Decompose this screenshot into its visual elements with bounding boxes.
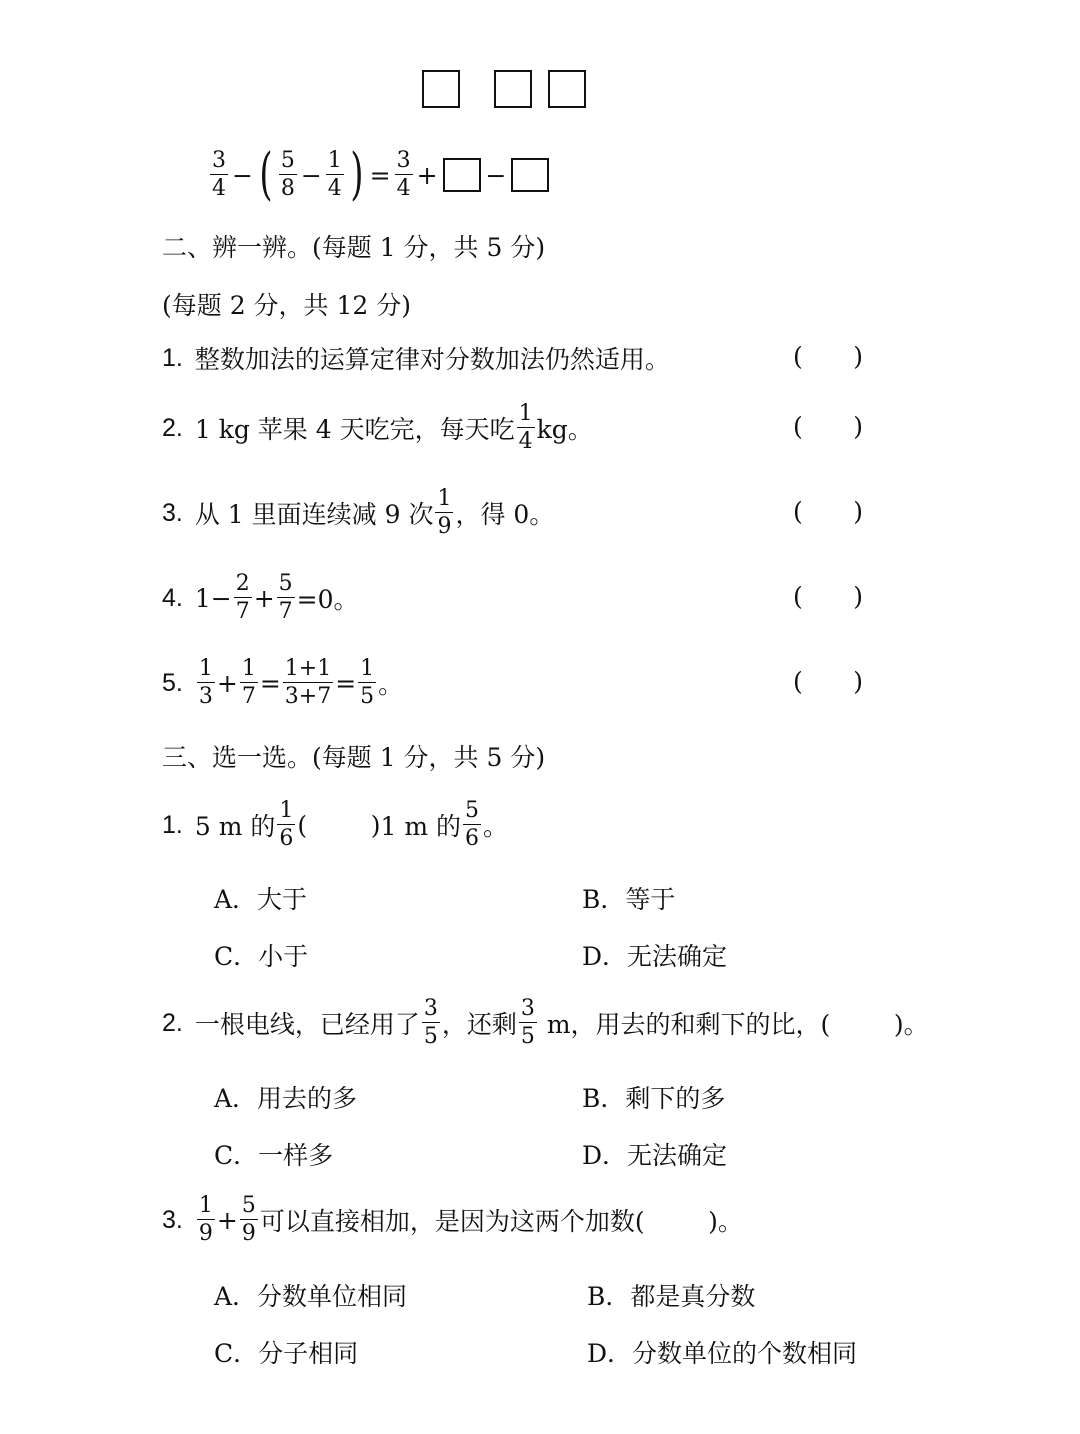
fraction: $\frac{1}{6}$ bbox=[279, 798, 294, 851]
fraction: $\frac{2}{7}$ bbox=[235, 571, 250, 624]
option-b[interactable]: B．剩下的多 bbox=[582, 1084, 726, 1113]
fraction: $\frac{3}{4}$ bbox=[212, 148, 226, 201]
open-paren: ( bbox=[259, 142, 273, 207]
judge-question-1: 1. 整数加法的运算定律对分数加法仍然适用。 bbox=[162, 343, 670, 374]
answer-paren[interactable]: ( ) bbox=[793, 582, 863, 611]
option-d[interactable]: D．分数单位的个数相同 bbox=[587, 1339, 858, 1368]
fraction: $\frac{5}{9}$ bbox=[241, 1193, 256, 1246]
fraction: $\frac{1}{3}$ bbox=[198, 656, 213, 709]
option-c[interactable]: C．小于 bbox=[214, 942, 309, 971]
fraction: $\frac{3}{4}$ bbox=[396, 148, 411, 201]
section-heading: 三、选一选。(每题 1 分，共 5 分) bbox=[162, 743, 546, 772]
option-a[interactable]: A．用去的多 bbox=[214, 1084, 358, 1113]
option-b[interactable]: B．等于 bbox=[582, 885, 676, 914]
answer-paren[interactable]: ( ) bbox=[793, 667, 863, 696]
fraction: $\frac{3}{5}$ bbox=[423, 996, 438, 1049]
option-d[interactable]: D．无法确定 bbox=[582, 942, 728, 971]
fraction: $\frac{5}{6}$ bbox=[464, 798, 479, 851]
fraction: $\frac{1}{5}$ bbox=[360, 656, 375, 709]
option-d[interactable]: D．无法确定 bbox=[582, 1141, 728, 1170]
judge-question-2: 2. 1 kg 苹果 4 天吃完，每天吃 $\frac{1}{4}$ kg。 bbox=[162, 401, 593, 454]
answer-blank[interactable]: ( ) bbox=[297, 810, 381, 840]
choice-question-3: 3. $\frac{1}{9}$ + $\frac{5}{9}$ 可以直接相加，是因为这两个加数( )。 bbox=[162, 1193, 743, 1246]
answer-paren[interactable]: ( ) bbox=[793, 342, 863, 371]
answer-box-5[interactable] bbox=[511, 158, 549, 192]
answer-box-3[interactable] bbox=[548, 70, 586, 108]
answer-paren[interactable]: ( ) bbox=[793, 497, 863, 526]
top-expression: $\frac{3}{4}$ − ( $\frac{5}{8}$ − $\frac{1}{4}$ ) = $\frac{3}{4}$ + − bbox=[208, 135, 552, 215]
fraction: $\frac{3}{5}$ bbox=[520, 996, 535, 1049]
fraction: $\frac{5}{7}$ bbox=[278, 571, 293, 624]
choice-question-1: 1. 5 m 的 $\frac{1}{6}$ ( ) 1 m 的 $\frac{5}{6}$ 。 bbox=[162, 798, 508, 851]
option-a[interactable]: A．大于 bbox=[214, 885, 308, 914]
answer-box-4[interactable] bbox=[443, 158, 481, 192]
fraction: $\frac{1}{4}$ bbox=[327, 148, 342, 201]
fraction: $\frac{1}{7}$ bbox=[241, 656, 256, 709]
option-c[interactable]: C．一样多 bbox=[214, 1141, 334, 1170]
judge-question-3: 3. 从 1 里面连续减 9 次 $\frac{1}{9}$ ，得 0。 bbox=[162, 486, 555, 539]
fraction: $\frac{1}{4}$ bbox=[518, 401, 533, 454]
option-c[interactable]: C．分子相同 bbox=[214, 1339, 359, 1368]
fraction: $\frac{1}{9}$ bbox=[437, 486, 452, 539]
answer-paren[interactable]: ( ) bbox=[793, 412, 863, 441]
fraction: $\frac{1+1}{3+7}$ bbox=[284, 656, 332, 709]
choice-question-2: 2. 一根电线，已经用了 $\frac{3}{5}$ ，还剩 $\frac{3}{5}$ m，用去的和剩下的比，( )。 bbox=[162, 996, 929, 1049]
answer-box-1[interactable] bbox=[422, 70, 460, 108]
fraction: $\frac{1}{9}$ bbox=[198, 1193, 213, 1246]
option-a[interactable]: A．分数单位相同 bbox=[214, 1282, 408, 1311]
section-heading: 二、辨一辨。(每题 1 分，共 5 分) bbox=[162, 233, 546, 262]
answer-box-2[interactable] bbox=[494, 70, 532, 108]
judge-question-5: 5. $\frac{1}{3}$ + $\frac{1}{7}$ = $\frac{1+1}{3+7}$ = $\frac{1}{5}$ 。 bbox=[162, 656, 404, 709]
close-paren: ) bbox=[350, 142, 364, 207]
section-subnote: (每题 2 分，共 12 分) bbox=[162, 291, 412, 320]
judge-question-4: 4. 1− $\frac{2}{7}$ + $\frac{5}{7}$ =0。 bbox=[162, 571, 359, 624]
fraction: $\frac{5}{8}$ bbox=[280, 148, 295, 201]
option-b[interactable]: B．都是真分数 bbox=[587, 1282, 756, 1311]
